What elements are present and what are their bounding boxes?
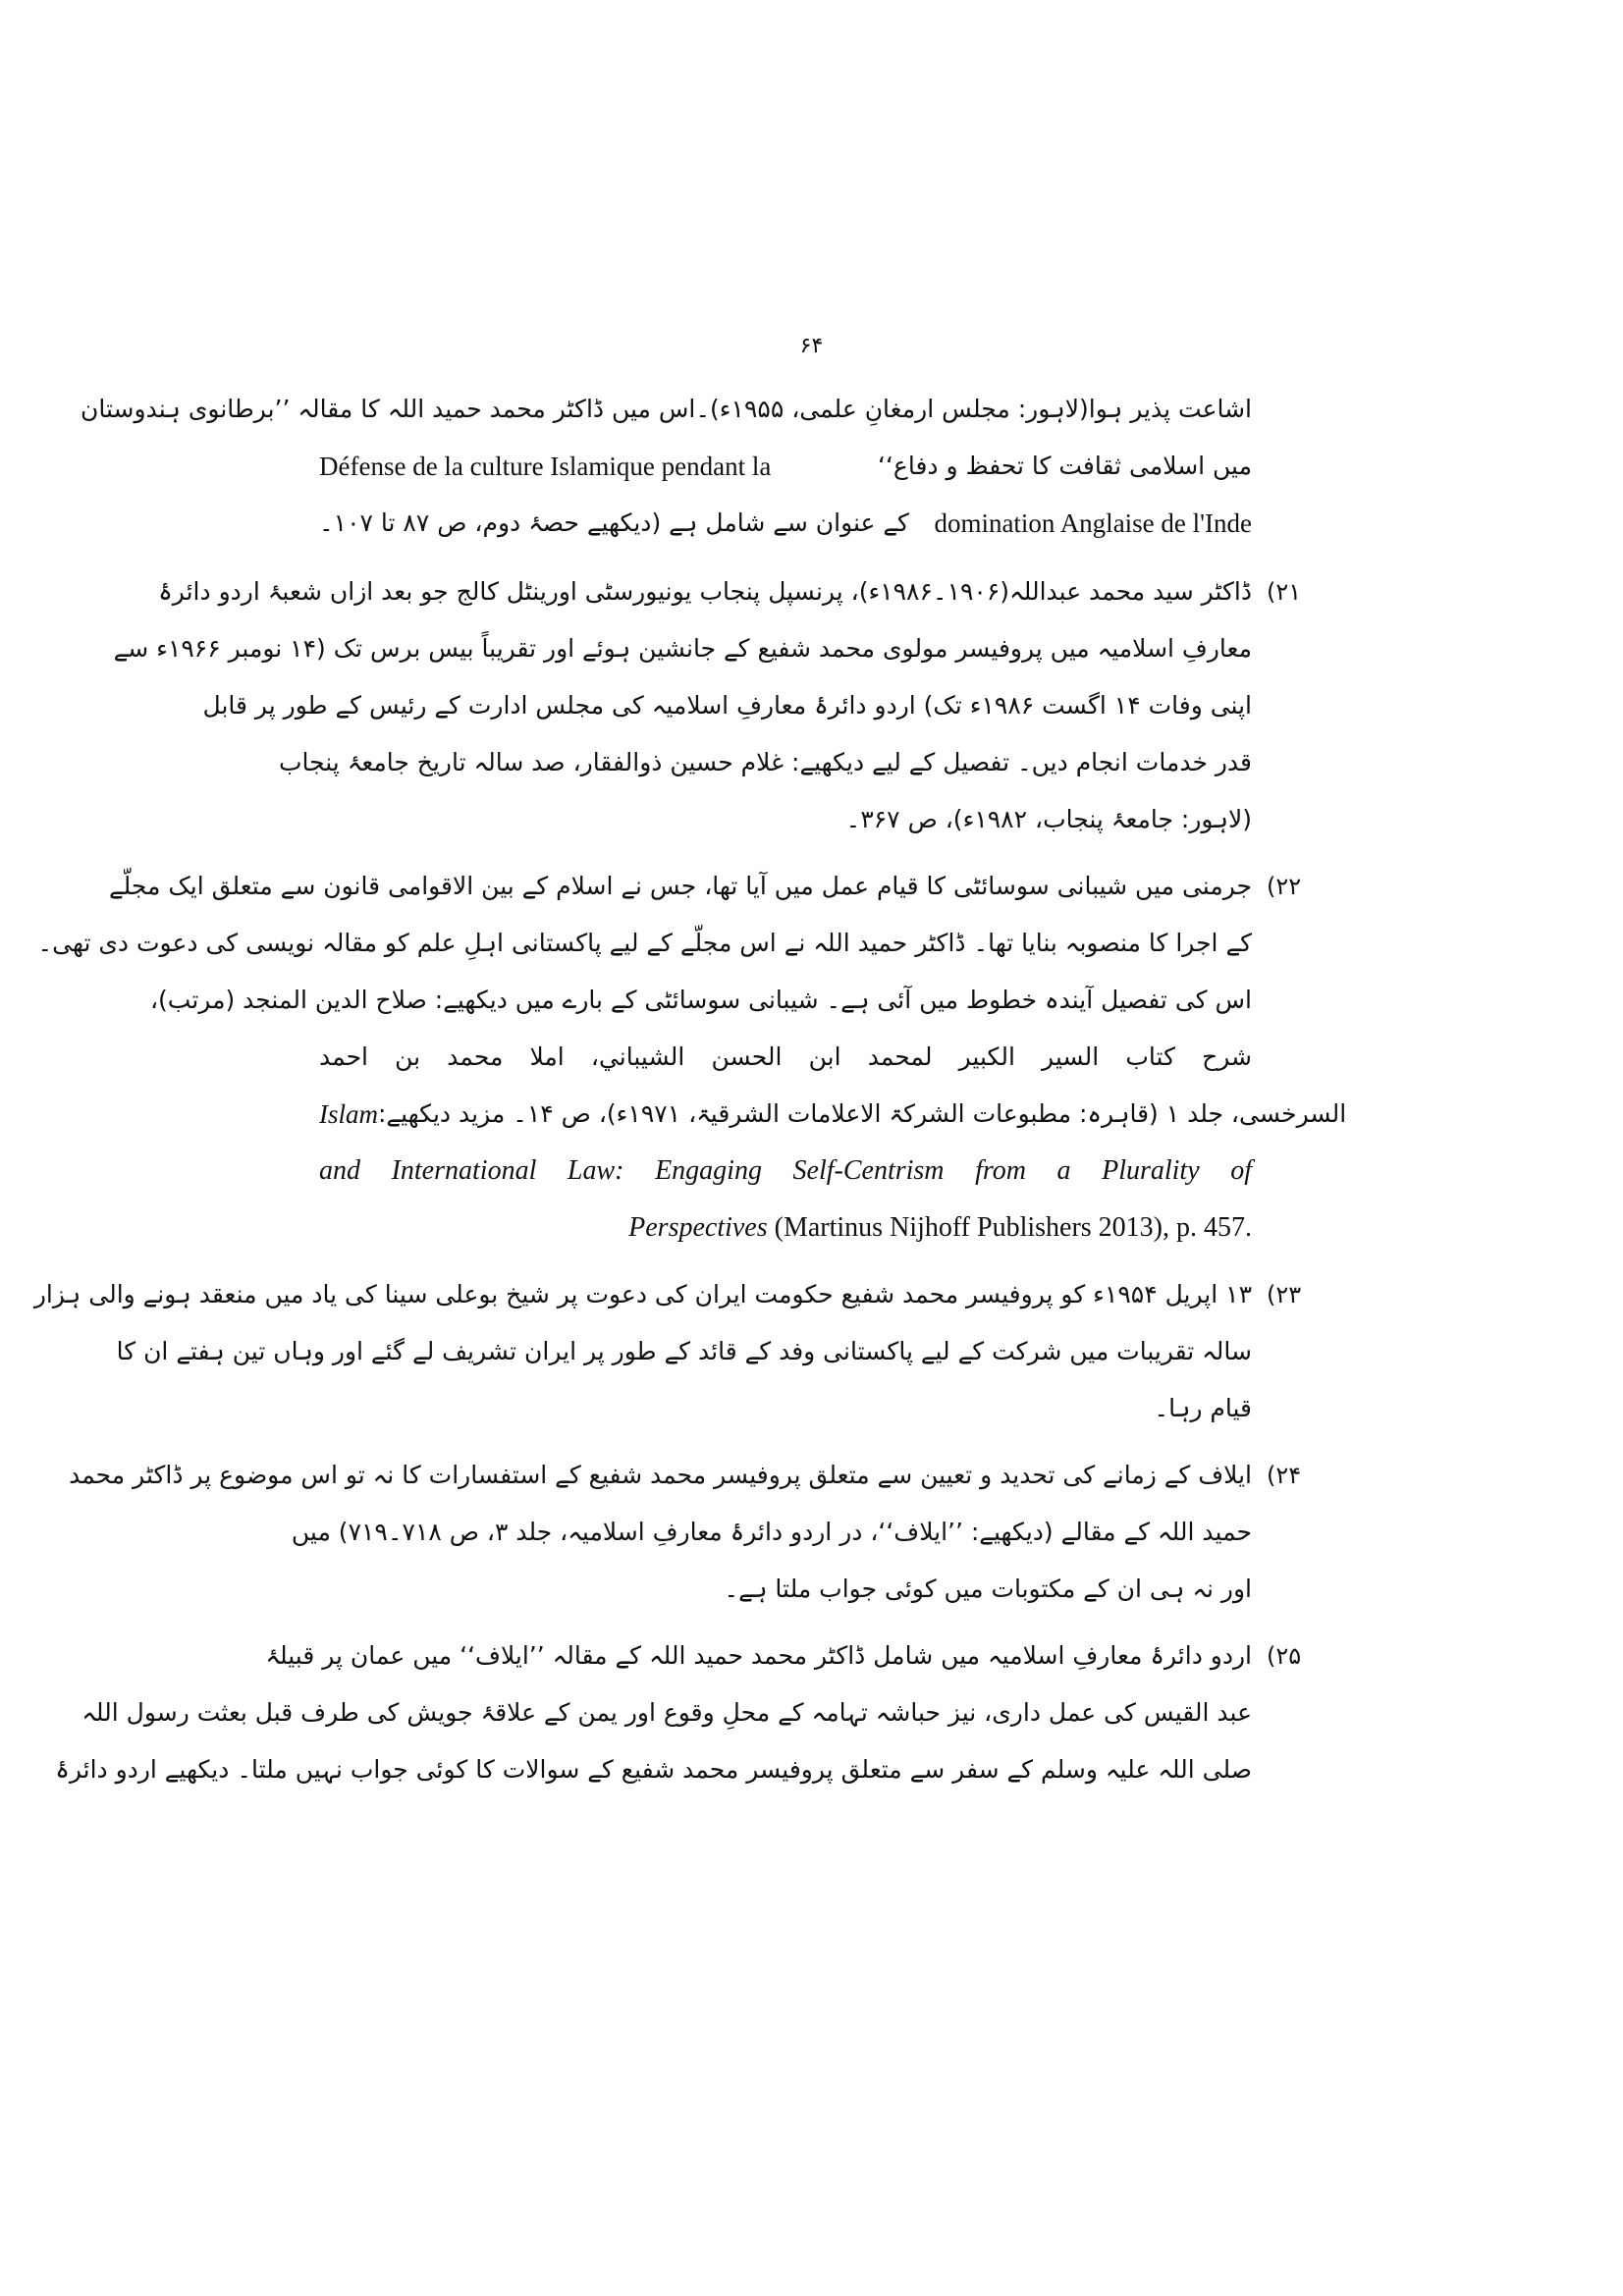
footnote-22-latin-publisher: (Martinus Nijhoff Publishers 2013), p. 457. bbox=[767, 1212, 1252, 1243]
footnote-22-line-1: جرمنی میں شیبانی سوسائٹی کا قیام عمل میں آیا تھا، جس نے اسلام کے بین الاقوامی قانون سے متعلق ایک مجلّے bbox=[108, 872, 1252, 900]
intro-line-3 bbox=[319, 497, 1252, 550]
footnote-23-line-3: قیام رہا۔ bbox=[1154, 1394, 1252, 1422]
footnote-number-22: ۲۲) bbox=[1267, 873, 1302, 900]
intro-line-2 bbox=[319, 440, 1252, 493]
footnote-23-line-2: سالہ تقریبات میں شرکت کے لیے پاکستانی وفد کے قائد کے طور پر ایران تشریف لے گئے اور وہاں تین ہفتے ان کا bbox=[116, 1337, 1252, 1365]
footnote-22-latin-line: and International Law: Engaging Self-Centrism from a Plurality of bbox=[319, 1155, 1252, 1186]
footnote-number-24: ۲۴) bbox=[1267, 1462, 1302, 1489]
footnote-25-line-1: اردو دائرۂ معارفِ اسلامیہ میں شامل ڈاکٹر محمد حمید اللہ کے مقالہ ’’ایلاف‘‘ میں عمان پر قبیلۂ bbox=[265, 1641, 1252, 1670]
footnote-22-line-5 bbox=[319, 1088, 1347, 1141]
footnote-22-line-6 bbox=[319, 1145, 1252, 1198]
footnote-24-line-2: حمید اللہ کے مقالے (دیکھیے: ’’ایلاف‘‘، در اردو دائرۂ معارفِ اسلامیہ، جلد ۳، ص ۷۱۸۔۷۱۹) میں bbox=[291, 1518, 1252, 1546]
footnote-number-23: ۲۳) bbox=[1267, 1281, 1302, 1308]
footnote-21-line-4: قدر خدمات انجام دیں۔ تفصیل کے لیے دیکھیے: غلام حسین ذوالفقار، صد سالہ تاریخ جامعۂ پنجاب bbox=[278, 748, 1252, 776]
footnote-21-line-5: (لاہور: جامعۂ پنجاب، ۱۹۸۲ء)، ص ۳۶۷۔ bbox=[845, 805, 1252, 833]
intro-urdu-title: میں اسلامی ثقافت کا تحفظ و دفاع‘‘ bbox=[878, 452, 1252, 480]
intro-line-1: اشاعت پذیر ہوا(لاہور: مجلس ارمغانِ علمی، ۱۹۵۵ء)۔اس میں ڈاکٹر محمد حمید اللہ کا مقالہ ’’برطانوی ہندوستان bbox=[81, 395, 1252, 423]
footnote-22-line-3: اس کی تفصیل آیندہ خطوط میں آئی ہے۔ شیبانی سوسائٹی کے بارے میں دیکھیے: صلاح الدین المنجد (مرتب)، bbox=[149, 986, 1252, 1014]
footnote-22-urdu-ref: السرخسی، جلد ۱ (قاہرہ: مطبوعات الشرکۃ الاعلامات الشرقیۃ، ۱۹۷۱ء)، ص ۱۴۔ مزید دیکھیے: bbox=[378, 1099, 1347, 1128]
footnote-24-line-1: ایلاف کے زمانے کی تحدید و تعیین سے متعلق پروفیسر محمد شفیع کے استفسارات کا نہ تو اس موضوع پر ڈاکٹر محمد bbox=[69, 1461, 1252, 1489]
footnote-number-21: ۲۱) bbox=[1267, 578, 1302, 606]
footnote-25-line-2: عبد القیس کی عمل داری، نیز حباشہ تہامہ کے محلِ وقوع اور یمن کے علاقۂ جویش کی طرف قبل بعثت رسول اللہ bbox=[81, 1698, 1252, 1727]
footnote-22-latin-perspectives: Perspectives bbox=[628, 1212, 768, 1243]
footnote-24-line-3: اور نہ ہی ان کے مکتوبات میں کوئی جواب ملتا ہے۔ bbox=[724, 1575, 1252, 1603]
footnote-22-line-4: شرح كتاب السير الكبير لمحمد ابن الحسن الشيباني، املا محمد بن احمد bbox=[319, 1042, 1252, 1071]
footnote-22-latin-start: Islam bbox=[319, 1099, 378, 1129]
intro-urdu-tail: کے عنوان سے شامل ہے (دیکھیے حصۂ دوم، ص ۸۷ تا ۱۰۷۔ bbox=[319, 508, 909, 537]
footnote-number-25: ۲۵) bbox=[1267, 1642, 1302, 1670]
footnote-22-line-7 bbox=[319, 1201, 1252, 1255]
footnote-25-line-3: صلی اللہ علیہ وسلم کے سفر سے متعلق پروفیسر محمد شفیع کے سوالات کا کوئی جواب نہیں ملتا۔ دیکھیے اردو دائرۂ bbox=[55, 1755, 1252, 1784]
footnote-21-line-3: اپنی وفات ۱۴ اگست ۱۹۸۶ء تک) اردو دائرۂ معارفِ اسلامیہ کی مجلس ادارت کے رئیس کے طور پر قابل bbox=[202, 691, 1252, 720]
footnote-22-line-2: کے اجرا کا منصوبہ بنایا تھا۔ ڈاکٹر حمید اللہ نے اس مجلّے کے لیے پاکستانی اہلِ علم کو مقالہ نویسی کی دعوت دی تھی۔ bbox=[37, 929, 1252, 957]
footnote-21-line-1: ڈاکٹر سید محمد عبداللہ(۱۹۰۶۔۱۹۸۶ء)، پرنسپل پنجاب یونیورسٹی اورینٹل کالج جو بعد ازاں شعبۂ اردو دائرۂ bbox=[158, 577, 1252, 606]
intro-latin-title-1: Défense de la culture Islamique pendant la bbox=[319, 452, 772, 481]
footnote-21-line-2: معارفِ اسلامیہ میں پروفیسر مولوی محمد شفیع کے جانشین ہوئے اور تقریباً بیس برس تک (۱۴ نومبر ۱۹۶۶ء سے bbox=[113, 634, 1252, 663]
page-number: ۶۴ bbox=[799, 334, 824, 358]
footnote-23-line-1: ۱۳ اپریل ۱۹۵۴ء کو پروفیسر محمد شفیع حکومت ایران کی دعوت پر شیخ بوعلی سینا کی یاد میں منعقد ہونے والی ہزار bbox=[33, 1280, 1252, 1308]
intro-latin-title-2: domination Anglaise de l'Inde bbox=[934, 508, 1252, 538]
